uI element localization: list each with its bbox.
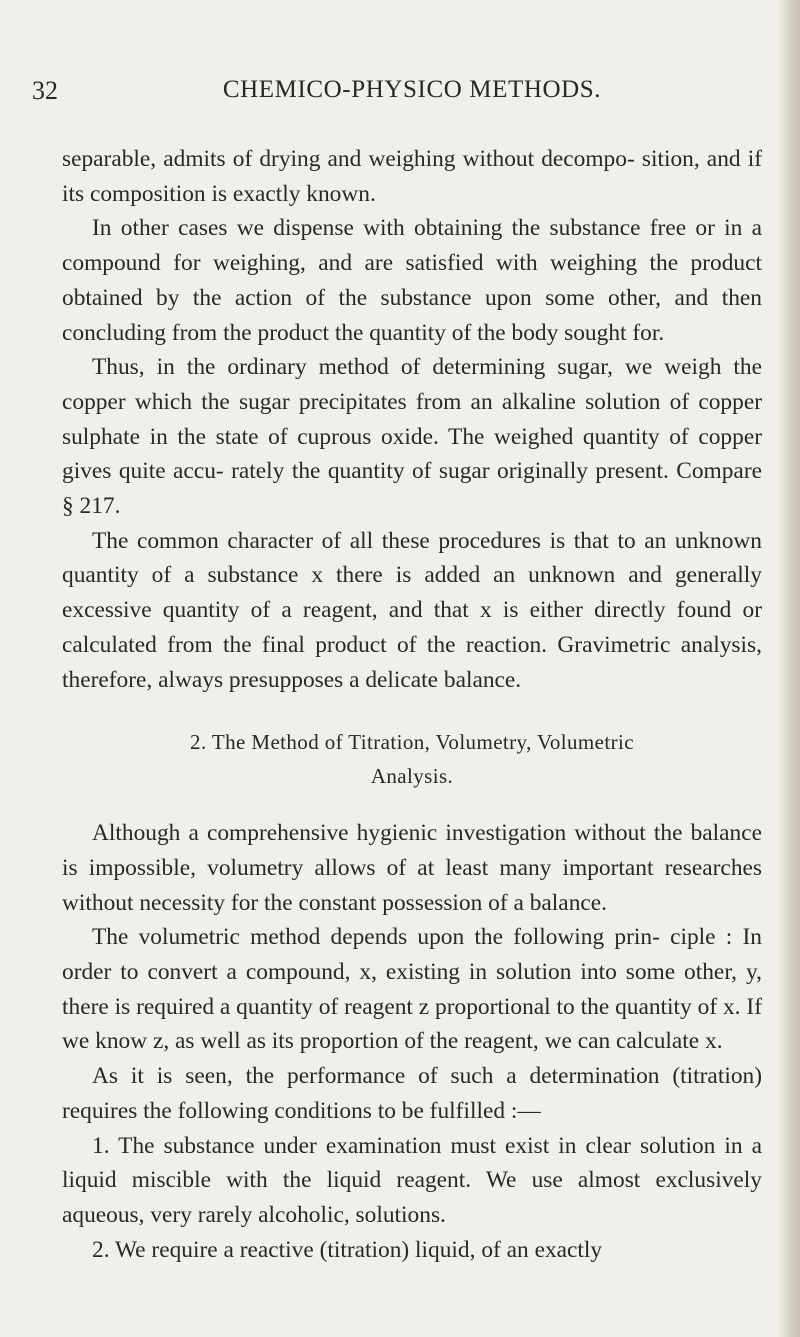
paragraph: Thus, in the ordinary method of determining sugar, we weigh the copper which the sugar precipitates from an alkaline solution of copper sulphate in the state of cuprous oxide. The weighed quantity of copper gives quite accu- rately the quantity of sugar originally present. Compare § 217. [62, 354, 762, 520]
paragraph: The common character of all these procedures is that to an unknown quantity of a substance x there is added an unknown and generally excessive quantity of a reagent, and that x is either directly found or calculated from the final product of the reaction. Gravimetric analysis, therefore, always presupposes a delicate balance. [62, 527, 762, 693]
running-head: CHEMICO-PHYSICO METHODS. [222, 76, 602, 103]
paragraph: separable, admits of drying and weighing without decompo- sition, and if its composition is exactly known. [62, 146, 762, 207]
page-edge-shadow [778, 0, 800, 1337]
paragraph: 1. The substance under examination must exist in clear solution in a liquid miscible with the liquid reagent. We use almost exclusively aqueous, very rarely alcoholic, solutions. [62, 1132, 762, 1228]
paragraph: In other cases we dispense with obtaining the substance free or in a compound for weighing, and are satisfied with weighing the product obtained by the action of the substance upon some other, and then concluding from the product the quantity of the body sought for. [62, 215, 762, 346]
body-text [62, 142, 762, 1267]
page-header [32, 72, 762, 112]
book-page [32, 72, 762, 1267]
page-number: 32 [32, 76, 58, 105]
paragraph: The volumetric method depends upon the following prin- ciple : In order to convert a compound, x, existing in solution into some other, y, there is required a quantity of reagent z proportional to the quantity of x. If we know z, as well as its proportion of the reagent, we can calculate x. [62, 924, 762, 1055]
section-heading-line: 2. The Method of Titration, Volumetry, Volumetric [190, 730, 634, 755]
paragraph: 2. We require a reactive (titration) liquid, of an exactly [92, 1236, 603, 1263]
section-heading-line: Analysis. [370, 764, 454, 789]
section-heading [62, 725, 762, 793]
paragraph: As it is seen, the performance of such a determination (titration) requires the following conditions to be fulfilled :— [62, 1063, 762, 1124]
paragraph: Although a comprehensive hygienic investigation without the balance is impossible, volumetry allows of at least many important researches without necessity for the constant possession of a balance. [62, 820, 762, 916]
